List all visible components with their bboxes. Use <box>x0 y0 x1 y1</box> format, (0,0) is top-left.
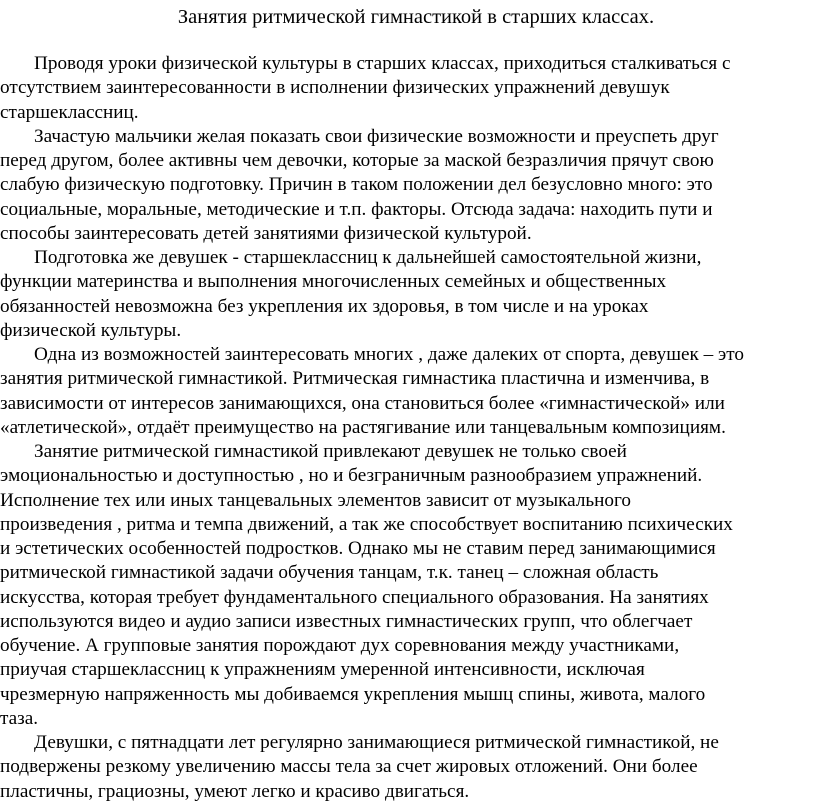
paragraph-6 <box>0 731 816 804</box>
paragraph-line: используются видео и аудио записи известных гимнастических групп, что облегчает <box>0 610 693 632</box>
paragraph-line: отсутствием заинтересованности в исполнении физических упражнений девушук <box>0 77 670 99</box>
paragraph-line: приучая старшеклассниц к упражнениям умеренной интенсивности, исключая <box>0 659 645 681</box>
paragraph-line: чрезмерную напряженность мы добиваемся укрепления мышц спины, живота, малого <box>0 683 706 705</box>
paragraph-line: Исполнение тех или иных танцевальных элементов зависит от музыкального <box>0 489 632 511</box>
paragraph-line: ритмической гимнастикой задачи обучения танцам, т.к. танец – сложная область <box>0 562 659 584</box>
paragraph-line: физической культуры. <box>0 319 182 341</box>
paragraph-line: слабую физическую подготовку. Причин в таком положении дел безусловно много: это <box>0 174 713 196</box>
paragraph-line: обучение. А групповые занятия порождают дух соревнования между участниками, <box>0 635 680 656</box>
paragraph-1 <box>0 52 816 125</box>
paragraph-line: способы заинтересовать детей занятиями физической культурой. <box>0 222 532 244</box>
paragraph-line: таза. <box>0 707 39 729</box>
paragraph-line: подвержены резкому увеличению массы тела за счет жировых отложений. Они более <box>0 756 698 778</box>
paragraph-line: произведения , ритма и темпа движений, а так же способствует воспитанию психических <box>0 513 733 535</box>
paragraph-line: обязанностей невозможна без укрепления их здоровья, в том числе и на уроках <box>0 295 649 317</box>
paragraph-line: «атлетической», отдаёт преимущество на растягивание или танцевальным композициям. <box>0 416 726 438</box>
paragraph-line: Проводя уроки физической культуры в старших классах, приходиться сталкиваться с <box>34 53 731 74</box>
paragraph-line: функции материнства и выполнения многочисленных семейных и общественных <box>0 271 667 293</box>
paragraph-line: Подготовка же девушек - старшеклассниц к дальнейшей самостоятельной жизни, <box>34 247 702 268</box>
paragraph-5 <box>0 440 816 731</box>
document-title: Занятия ритмической гимнастикой в старших классах. <box>177 6 655 28</box>
paragraph-line: эмоциональностью и доступностью , но и безграничным разнообразием упражнений. <box>0 465 703 487</box>
paragraph-line: и эстетических особенностей подростков. Однако мы не ставим перед занимающимися <box>0 538 716 559</box>
paragraph-line: занятия ритмической гимнастикой. Ритмическая гимнастика пластична и изменчива, в <box>0 368 710 390</box>
paragraph-line: зависимости от интересов занимающихся, она становиться более «гимнастической» или <box>0 392 725 414</box>
paragraph-line: пластичны, грациозны, умеют легко и красиво двигаться. <box>0 780 470 802</box>
paragraph-2 <box>0 125 816 246</box>
paragraph-line: Занятие ритмической гимнастикой привлекают девушек не только своей <box>34 441 627 462</box>
paragraph-line: социальные, моральные, методические и т.п. факторы. Отсюда задача: находить пути и <box>0 198 713 220</box>
paragraph-line: старшеклассниц. <box>0 101 139 123</box>
paragraph-line: Одна из возможностей заинтересовать многих , даже далеких от спорта, девушек – это <box>34 344 745 365</box>
paragraph-line: Зачастую мальчики желая показать свои физические возможности и преуспеть друг <box>34 125 719 147</box>
paragraph-line: перед другом, более активны чем девочки, которые за маской безразличия прячут свою <box>0 150 714 171</box>
paragraph-line: искусства, которая требует фундаментального специального образования. На занятиях <box>0 586 709 608</box>
paragraph-3 <box>0 246 816 343</box>
paragraph-4 <box>0 343 816 440</box>
paragraph-line: Девушки, с пятнадцати лет регулярно занимающиеся ритмической гимнастикой, не <box>34 732 719 753</box>
